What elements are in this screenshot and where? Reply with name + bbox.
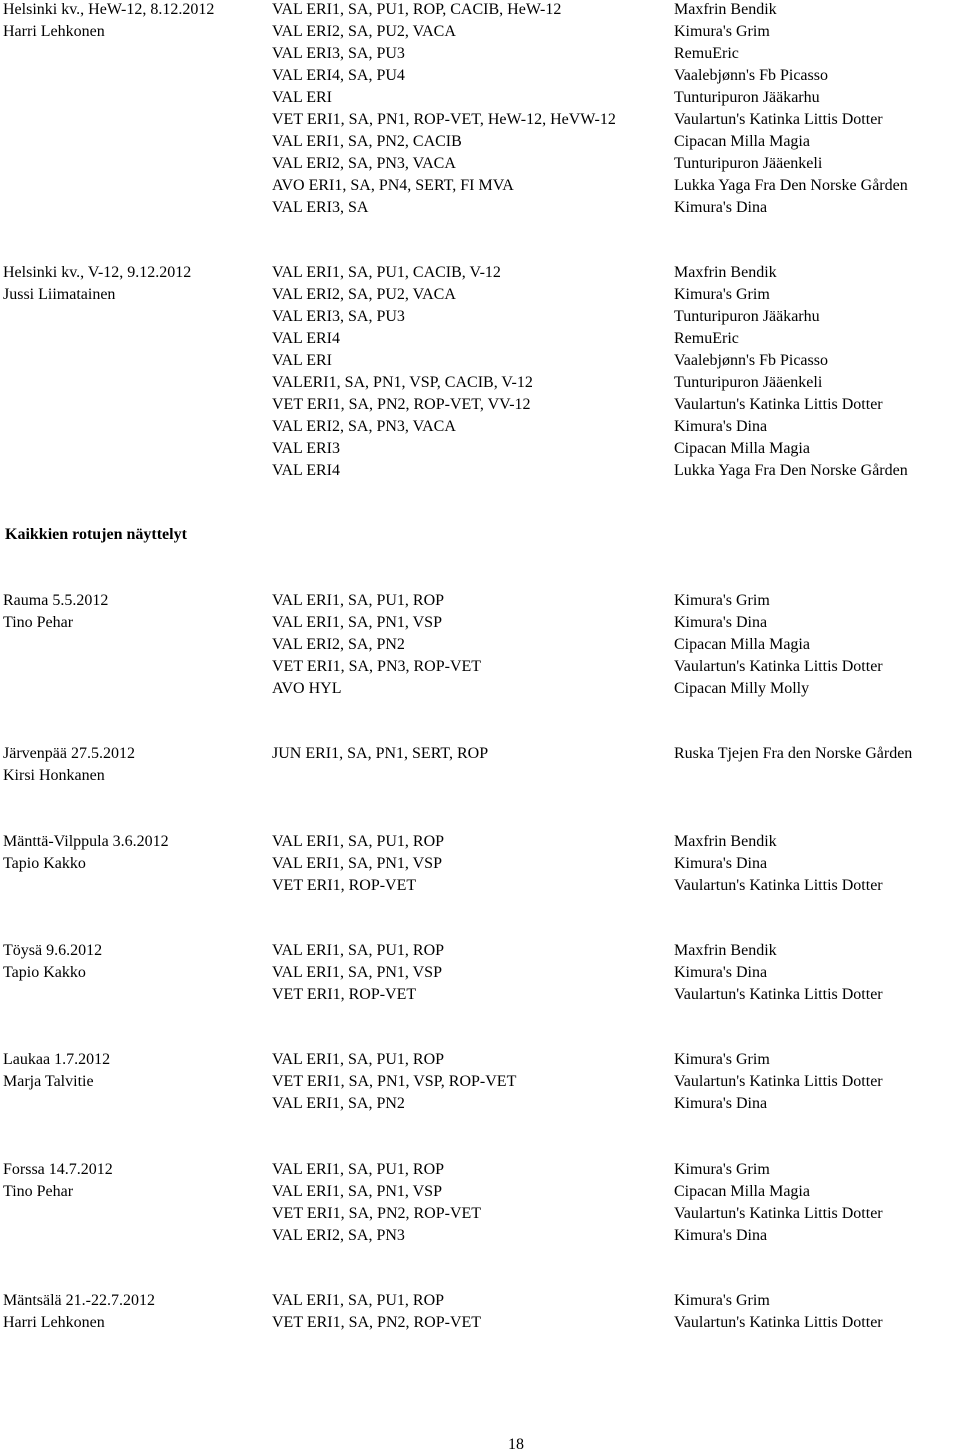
result-row [3, 940, 960, 962]
result-award: VET ERI1, ROP-VET [272, 986, 417, 1003]
result-row [3, 328, 960, 350]
dog-name: Kimura's Grim [674, 592, 770, 609]
result-award: VAL ERI2, SA, PN3, VACA [272, 418, 456, 435]
result-award: VAL ERI1, SA, PN2, CACIB [272, 133, 462, 150]
dog-name: Kimura's Grim [674, 23, 770, 40]
dog-name: RemuEric [674, 330, 739, 347]
show-block [3, 1290, 960, 1334]
result-row [3, 875, 960, 897]
show-judge: Tino Pehar [3, 614, 74, 631]
dog-name: Kimura's Dina [674, 614, 768, 631]
result-row [3, 43, 960, 65]
result-award: VAL ERI4 [272, 330, 340, 347]
result-award: VET ERI1, SA, PN1, VSP, ROP-VET [272, 1073, 517, 1090]
result-award: VAL ERI1, SA, PN1, VSP [272, 855, 442, 872]
dog-name: Cipacan Milla Magia [674, 133, 810, 150]
result-award: VAL ERI [272, 352, 332, 369]
result-award: VAL ERI2, SA, PN3 [272, 1227, 405, 1244]
result-award: VAL ERI1, SA, PU1, ROP [272, 1161, 445, 1178]
show-location: Laukaa 1.7.2012 [3, 1051, 111, 1068]
dog-name: Lukka Yaga Fra Den Norske Gården [674, 177, 908, 194]
dog-name: Maxfrin Bendik [674, 1, 777, 18]
dog-name: Vaulartun's Katinka Littis Dotter [674, 1205, 883, 1222]
dog-name: Vaulartun's Katinka Littis Dotter [674, 111, 883, 128]
dog-name: Cipacan Milly Molly [674, 680, 810, 697]
dog-name: Maxfrin Bendik [674, 264, 777, 281]
show-judge: Kirsi Honkanen [3, 767, 105, 784]
show-location: Töysä 9.6.2012 [3, 942, 103, 959]
result-row [3, 1290, 960, 1312]
dog-name: Vaulartun's Katinka Littis Dotter [674, 1314, 883, 1331]
show-judge: Marja Talvitie [3, 1073, 94, 1090]
result-row [3, 394, 960, 416]
result-row [3, 984, 960, 1006]
result-row [3, 1181, 960, 1203]
result-award: VAL ERI [272, 89, 332, 106]
result-award: VAL ERI1, SA, PU1, CACIB, V-12 [272, 264, 501, 281]
dog-name: Lukka Yaga Fra Den Norske Gården [674, 462, 908, 479]
dog-name: Kimura's Dina [674, 1095, 768, 1112]
dog-name: RemuEric [674, 45, 739, 62]
result-award: VAL ERI2, SA, PN3, VACA [272, 155, 456, 172]
result-row [3, 612, 960, 634]
result-row [3, 109, 960, 131]
result-row [3, 284, 960, 306]
result-award: VAL ERI1, SA, PU1, ROP [272, 1051, 445, 1068]
result-row [3, 87, 960, 109]
show-block [3, 590, 960, 700]
dog-name: Vaulartun's Katinka Littis Dotter [674, 986, 883, 1003]
result-award: VAL ERI4 [272, 462, 340, 479]
result-award: VAL ERI2, SA, PU2, VACA [272, 286, 456, 303]
result-row [3, 678, 960, 700]
result-row [3, 853, 960, 875]
result-row [3, 1071, 960, 1093]
show-location: Helsinki kv., HeW-12, 8.12.2012 [3, 1, 215, 18]
result-row [3, 438, 960, 460]
dog-name: Kimura's Dina [674, 855, 768, 872]
result-row [3, 1049, 960, 1071]
result-award: VET ERI1, SA, PN2, ROP-VET [272, 1314, 482, 1331]
dog-name: Tunturipuron Jääenkeli [674, 374, 823, 391]
result-row [3, 962, 960, 984]
result-row [3, 1203, 960, 1225]
result-award: VET ERI1, SA, PN2, ROP-VET, VV-12 [272, 396, 531, 413]
result-row [3, 306, 960, 328]
show-block [3, 1159, 960, 1247]
result-award: VET ERI1, ROP-VET [272, 877, 417, 894]
result-row [3, 831, 960, 853]
result-award: VET ERI1, SA, PN3, ROP-VET [272, 658, 482, 675]
result-award: VAL ERI3, SA [272, 199, 369, 216]
result-row [3, 634, 960, 656]
result-award: VET ERI1, SA, PN2, ROP-VET [272, 1205, 482, 1222]
result-row [3, 65, 960, 87]
result-row [3, 372, 960, 394]
result-row [3, 1225, 960, 1247]
result-award: VET ERI1, SA, PN1, ROP-VET, HeW-12, HeVW-12 [272, 111, 616, 128]
section-title: Kaikkien rotujen näyttelyt [5, 526, 187, 543]
result-award: VAL ERI1, SA, PU1, ROP [272, 833, 445, 850]
dog-name: Kimura's Grim [674, 1051, 770, 1068]
dog-name: Kimura's Grim [674, 1161, 770, 1178]
dog-name: Ruska Tjejen Fra den Norske Gården [674, 745, 913, 762]
show-block [3, 0, 960, 219]
result-row [3, 765, 960, 787]
result-row [3, 743, 960, 765]
page-number: 18 [508, 1436, 524, 1453]
result-award: AVO HYL [272, 680, 342, 697]
show-judge: Harri Lehkonen [3, 1314, 105, 1331]
result-award: VAL ERI2, SA, PU2, VACA [272, 23, 456, 40]
show-block [3, 1049, 960, 1115]
dog-name: Vaalebjønn's Fb Picasso [674, 67, 828, 84]
dog-name: Vaalebjønn's Fb Picasso [674, 352, 828, 369]
show-block [3, 831, 960, 897]
result-row [3, 153, 960, 175]
dog-name: Kimura's Grim [674, 1292, 770, 1309]
result-row [3, 656, 960, 678]
show-location: Forssa 14.7.2012 [3, 1161, 113, 1178]
result-award: VAL ERI1, SA, PU1, ROP, CACIB, HeW-12 [272, 1, 562, 18]
dog-name: Vaulartun's Katinka Littis Dotter [674, 658, 883, 675]
result-award: VAL ERI1, SA, PU1, ROP [272, 942, 445, 959]
show-block [3, 940, 960, 1006]
show-block [3, 743, 960, 787]
show-location: Mäntsälä 21.-22.7.2012 [3, 1292, 155, 1309]
result-award: VAL ERI1, SA, PN1, VSP [272, 964, 442, 981]
result-row [3, 1312, 960, 1334]
dog-name: Cipacan Milla Magia [674, 440, 810, 457]
show-judge: Tapio Kakko [3, 964, 86, 981]
result-row [3, 460, 960, 482]
dog-name: Kimura's Grim [674, 286, 770, 303]
dog-name: Cipacan Milla Magia [674, 636, 810, 653]
result-row [3, 21, 960, 43]
dog-name: Kimura's Dina [674, 418, 768, 435]
result-row [3, 175, 960, 197]
show-judge: Tapio Kakko [3, 855, 86, 872]
result-row [3, 350, 960, 372]
result-award: AVO ERI1, SA, PN4, SERT, FI MVA [272, 177, 514, 194]
result-row [3, 1093, 960, 1115]
show-block [3, 262, 960, 482]
show-judge: Jussi Liimatainen [3, 286, 116, 303]
dog-name: Vaulartun's Katinka Littis Dotter [674, 1073, 883, 1090]
result-row [3, 131, 960, 153]
result-award: VAL ERI3, SA, PU3 [272, 308, 405, 325]
show-location: Mänttä-Vilppula 3.6.2012 [3, 833, 169, 850]
dog-name: Vaulartun's Katinka Littis Dotter [674, 396, 883, 413]
dog-name: Cipacan Milla Magia [674, 1183, 810, 1200]
result-award: VALERI1, SA, PN1, VSP, CACIB, V-12 [272, 374, 533, 391]
result-award: VAL ERI3, SA, PU3 [272, 45, 405, 62]
result-award: VAL ERI3 [272, 440, 340, 457]
result-award: VAL ERI2, SA, PN2 [272, 636, 405, 653]
result-row [3, 197, 960, 219]
dog-name: Kimura's Dina [674, 964, 768, 981]
result-row [3, 1159, 960, 1181]
show-location: Järvenpää 27.5.2012 [3, 745, 135, 762]
show-judge: Harri Lehkonen [3, 23, 105, 40]
dog-name: Tunturipuron Jääkarhu [674, 89, 820, 106]
dog-name: Maxfrin Bendik [674, 833, 777, 850]
result-row [3, 590, 960, 612]
show-location: Rauma 5.5.2012 [3, 592, 109, 609]
result-award: VAL ERI1, SA, PU1, ROP [272, 592, 445, 609]
result-award: VAL ERI1, SA, PU1, ROP [272, 1292, 445, 1309]
result-award: VAL ERI1, SA, PN1, VSP [272, 614, 442, 631]
dog-name: Kimura's Dina [674, 199, 768, 216]
result-award: VAL ERI4, SA, PU4 [272, 67, 405, 84]
show-location: Helsinki kv., V-12, 9.12.2012 [3, 264, 192, 281]
result-award: VAL ERI1, SA, PN2 [272, 1095, 405, 1112]
dog-name: Tunturipuron Jääkarhu [674, 308, 820, 325]
result-row [3, 262, 960, 284]
show-judge: Tino Pehar [3, 1183, 74, 1200]
result-row [3, 416, 960, 438]
result-award: JUN ERI1, SA, PN1, SERT, ROP [272, 745, 489, 762]
result-award: VAL ERI1, SA, PN1, VSP [272, 1183, 442, 1200]
dog-name: Vaulartun's Katinka Littis Dotter [674, 877, 883, 894]
result-row [3, 0, 960, 21]
dog-name: Tunturipuron Jääenkeli [674, 155, 823, 172]
dog-name: Kimura's Dina [674, 1227, 768, 1244]
dog-name: Maxfrin Bendik [674, 942, 777, 959]
